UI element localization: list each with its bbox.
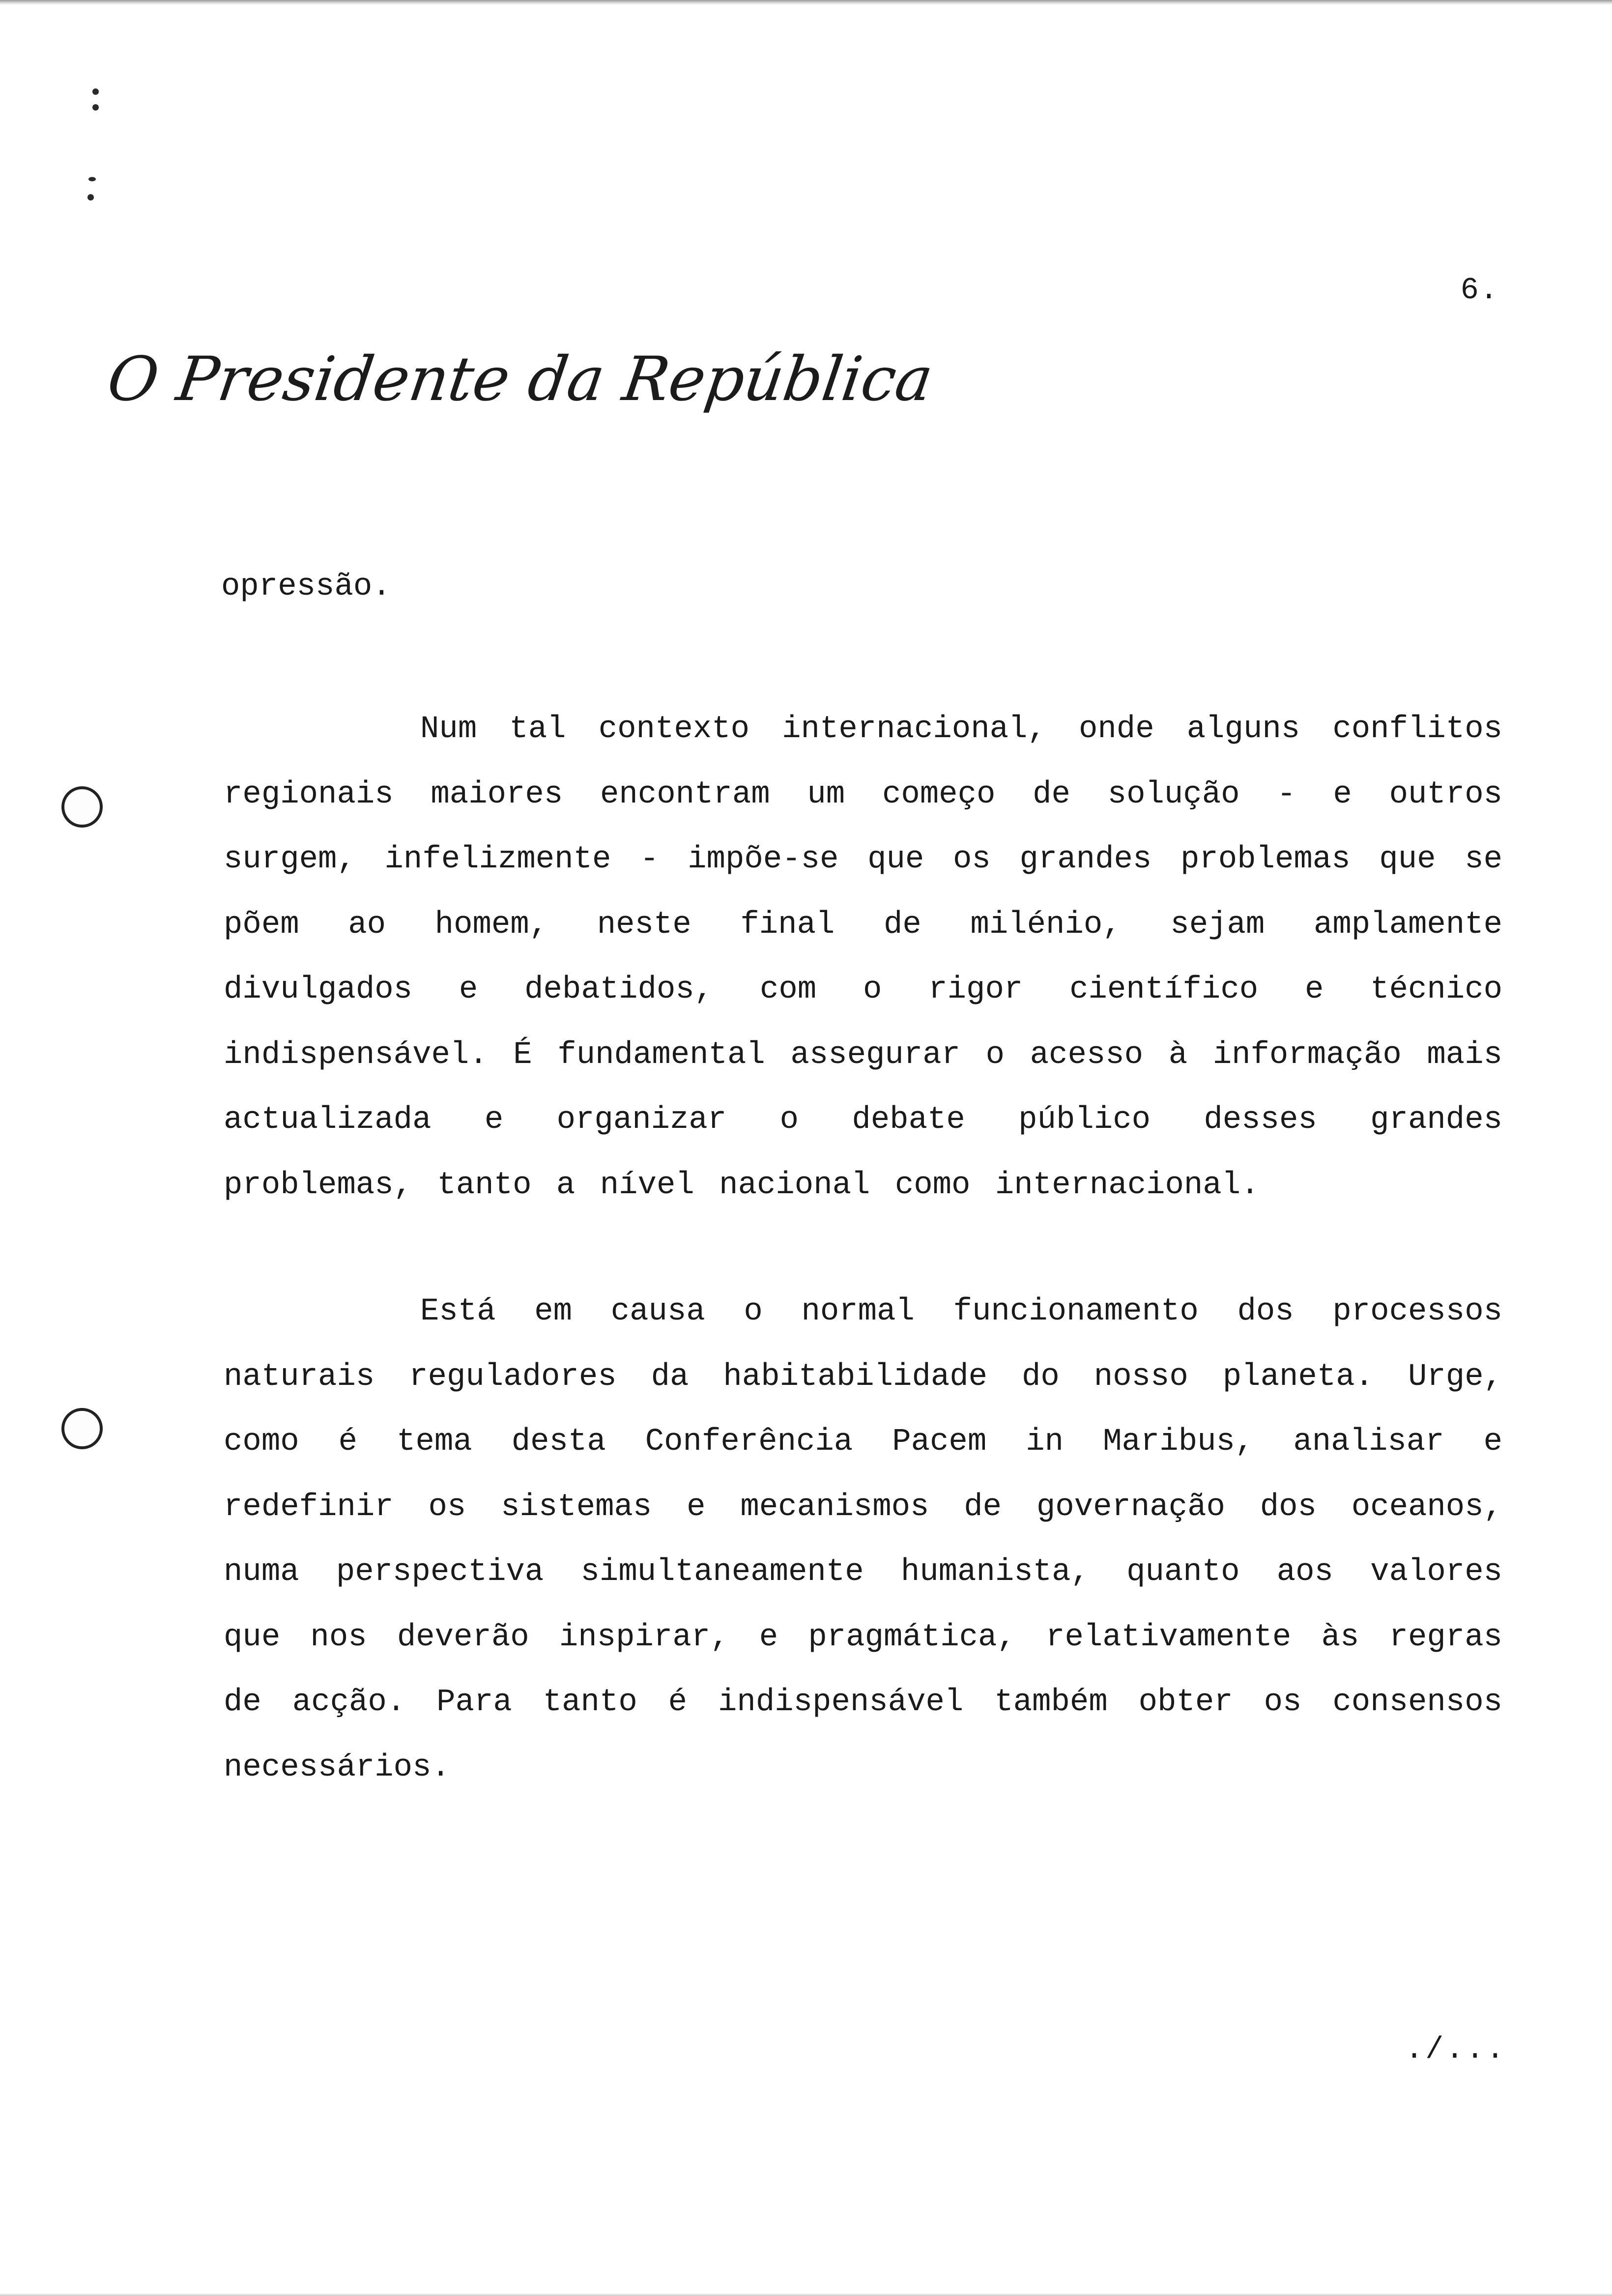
body-paragraph-2 bbox=[224, 1279, 1502, 1800]
continued-marker: ./... bbox=[1405, 2032, 1506, 2067]
continuation-line: opressão. bbox=[221, 569, 391, 604]
body-paragraph-1 bbox=[224, 697, 1502, 1218]
scan-top-edge bbox=[0, 0, 1612, 5]
paragraph-text: Num tal contexto internacional, onde alguns conflitos regionais maiores encontram um começo de solução - e outros surgem, infelizmente - impõe-se que os grandes problemas que se põem ao homem, neste final de milénio, sejam amplamente divulgados e debatidos, com o rigor científico e técnico indispensável. É fundamental assegurar o acesso à informação mais actualizada e organizar o debate público desses grandes problemas, tanto a nível nacional como internacional. bbox=[224, 712, 1502, 1203]
margin-dot bbox=[92, 104, 99, 111]
punch-hole bbox=[61, 786, 103, 828]
margin-dot bbox=[92, 88, 99, 95]
scan-bottom-edge bbox=[0, 2293, 1612, 2296]
margin-dot bbox=[87, 194, 94, 201]
paragraph-text: Está em causa o normal funcionamento dos processos naturais reguladores da habitabilidade do nosso planeta. Urge, como é tema desta Conferência Pacem in Maribus, analisar e redefinir os sistemas e mecanismos de governação dos oceanos, numa perspectiva simultaneamente humanista, quanto aos valores que nos deverão inspirar, e pragmática, relativamente às regras de acção. Para tanto é indispensável também obter os consensos necessários. bbox=[224, 1294, 1502, 1785]
margin-dot bbox=[88, 177, 96, 181]
letterhead-signature: O Presidente da República bbox=[103, 344, 937, 415]
page-number: 6. bbox=[1460, 273, 1499, 308]
punch-hole bbox=[61, 1408, 103, 1449]
